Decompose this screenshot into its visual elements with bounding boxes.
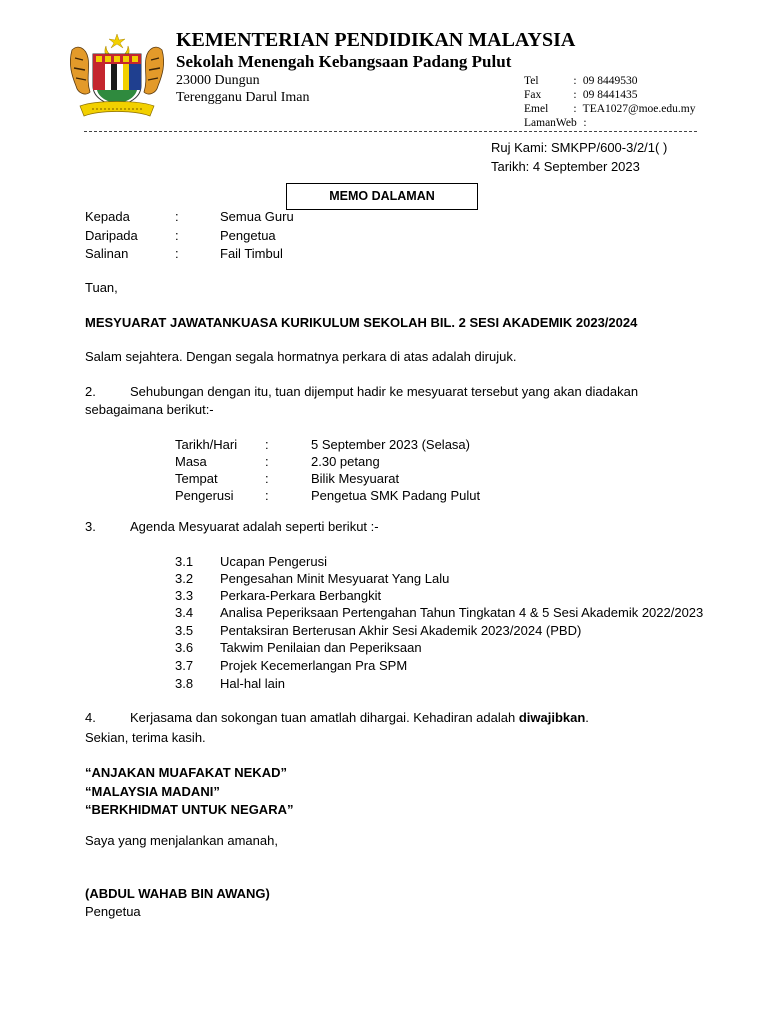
contact-website	[524, 117, 590, 129]
para-number: 2.	[85, 384, 96, 399]
detail-colon: :	[265, 471, 269, 486]
contact-fax	[524, 89, 638, 101]
contact-colon: :	[583, 117, 587, 129]
contact-colon: :	[573, 103, 577, 115]
reference-number: Ruj Kami: SMKPP/600-3/2/1( )	[491, 140, 668, 155]
sign-off: Saya yang menjalankan amanah,	[85, 833, 278, 848]
para4-body: Kerjasama dan sokongan tuan amatlah dihargai. Kehadiran adalah	[130, 710, 519, 725]
agenda-number: 3.8	[175, 676, 194, 691]
contact-email	[524, 103, 695, 115]
motto-1: “ANJAKAN MUAFAKAT NEKAD”	[85, 765, 287, 780]
memo-title: MEMO DALAMAN	[286, 183, 478, 210]
agenda-number: 3.2	[175, 571, 194, 586]
agenda-number: 3.3	[175, 588, 194, 603]
field-value: Pengetua	[220, 228, 276, 243]
agenda-item: Hal-hal lain	[220, 676, 286, 691]
para4-emphasis: diwajibkan	[518, 710, 586, 725]
detail-colon: :	[265, 488, 269, 503]
contact-colon: :	[573, 89, 577, 101]
agenda-item: Pentaksiran Berterusan Akhir Sesi Akademik 2023/2024 (PBD)	[220, 623, 582, 638]
contact-value: 09 8441435	[582, 89, 638, 101]
contact-label: Emel	[524, 103, 549, 115]
contact-label: Fax	[524, 89, 542, 101]
signatory-title: Pengetua	[85, 904, 141, 919]
agenda-item: Perkara-Perkara Berbangkit	[220, 588, 382, 603]
detail-colon: :	[265, 437, 269, 452]
para3-text: Agenda Mesyuarat adalah seperti berikut :-	[130, 519, 379, 534]
ministry-name: KEMENTERIAN PENDIDIKAN MALAYSIA	[176, 29, 576, 51]
contact-label: LamanWeb	[524, 117, 577, 129]
agenda-item: Analisa Peperiksaan Pertengahan Tahun Tingkatan 4 & 5 Sesi Akademik 2022/2023	[220, 605, 704, 620]
agenda-number: 3.1	[175, 554, 194, 569]
detail-value: Bilik Mesyuarat	[311, 471, 400, 486]
detail-value: Pengetua SMK Padang Pulut	[311, 488, 481, 503]
para2-line1: Sehubungan dengan itu, tuan dijemput hadir ke mesyuarat tersebut yang akan diadakan	[130, 384, 639, 399]
contact-tel	[524, 75, 638, 87]
letterhead-divider	[84, 131, 697, 132]
contact-value: TEA1027@moe.edu.my	[582, 103, 696, 115]
para4-end: .	[585, 710, 589, 725]
field-label: Daripada	[85, 228, 138, 243]
para4-text	[130, 710, 589, 725]
agenda-number: 3.7	[175, 658, 194, 673]
letter-date: Tarikh: 4 September 2023	[491, 159, 640, 174]
malaysia-coat-of-arms-logo	[66, 32, 168, 124]
field-colon: :	[175, 209, 179, 224]
motto-3: “BERKHIDMAT UNTUK NEGARA”	[85, 802, 294, 817]
para2-line2: sebagaimana berikut:-	[85, 402, 214, 417]
motto-2: “MALAYSIA MADANI”	[85, 784, 220, 799]
agenda-item: Pengesahan Minit Mesyuarat Yang Lalu	[220, 571, 450, 586]
address-line-1: 23000 Dungun	[176, 73, 260, 88]
signatory-name: (ABDUL WAHAB BIN AWANG)	[85, 886, 270, 901]
detail-label: Tarikh/Hari	[175, 437, 238, 452]
contact-colon: :	[573, 75, 577, 87]
field-colon: :	[175, 246, 179, 261]
detail-label: Masa	[175, 454, 207, 469]
detail-value: 2.30 petang	[311, 454, 380, 469]
field-label: Kepada	[85, 209, 130, 224]
field-value: Semua Guru	[220, 209, 294, 224]
field-colon: :	[175, 228, 179, 243]
detail-label: Tempat	[175, 471, 218, 486]
agenda-number: 3.5	[175, 623, 194, 638]
para-number: 4.	[85, 710, 96, 725]
closing-line: Sekian, terima kasih.	[85, 730, 206, 745]
school-name: Sekolah Menengah Kebangsaan Padang Pulut	[176, 52, 512, 71]
agenda-item: Ucapan Pengerusi	[220, 554, 327, 569]
subject-line: MESYUARAT JAWATANKUASA KURIKULUM SEKOLAH BIL. 2 SESI AKADEMIK 2023/2024	[85, 315, 638, 330]
detail-label: Pengerusi	[175, 488, 234, 503]
agenda-number: 3.4	[175, 605, 194, 620]
contact-value: 09 8449530	[582, 75, 638, 87]
contact-label: Tel	[524, 75, 539, 87]
salutation: Tuan,	[85, 280, 118, 295]
agenda-item: Projek Kecemerlangan Pra SPM	[220, 658, 408, 673]
field-value: Fail Timbul	[220, 246, 283, 261]
address-line-2: Terengganu Darul Iman	[176, 90, 310, 105]
para-number: 3.	[85, 519, 96, 534]
agenda-item: Takwim Penilaian dan Peperiksaan	[220, 640, 422, 655]
greeting-paragraph: Salam sejahtera. Dengan segala hormatnya perkara di atas adalah dirujuk.	[85, 349, 517, 364]
detail-value: 5 September 2023 (Selasa)	[311, 437, 470, 452]
agenda-number: 3.6	[175, 640, 194, 655]
detail-colon: :	[265, 454, 269, 469]
field-label: Salinan	[85, 246, 129, 261]
